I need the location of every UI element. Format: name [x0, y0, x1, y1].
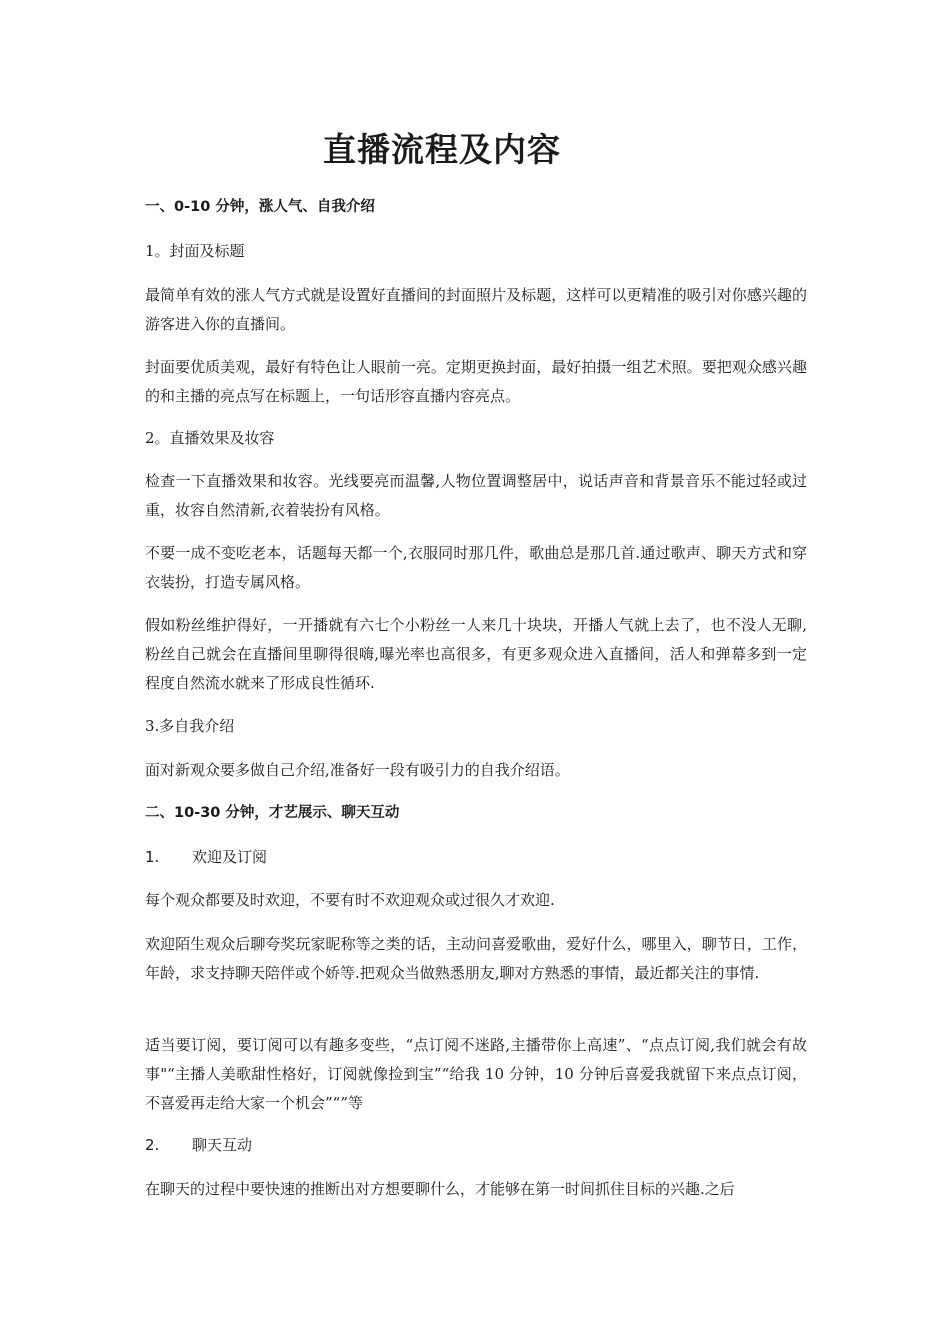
section-heading-1: 一、0-10 分钟，涨人气、自我介绍 [145, 199, 375, 215]
paragraph-subscribe: 适当要订阅，要订阅可以有趣多变些，“点订阅不迷路,主播带你上高速”、“点点订阅,我们就会有故事"“主播人美歌甜性格好，订阅就像捡到宝”“给我 10 分钟，10 分钟后喜爱我就留下来点点订阅，不喜爱再走给大家一个机会”“”等 [145, 1036, 807, 1112]
list-item [145, 843, 807, 872]
paragraph-welcome: 每个观众都要及时欢迎，不要有时不欢迎观众或过很久才欢迎. [145, 891, 555, 909]
paragraph-chat: 在聊天的过程中要快速的推断出对方想要聊什么，才能够在第一时间抓住目标的兴趣.之后 [145, 1180, 735, 1198]
paragraph-cover-tips: 封面要优质美观，最好有特色让人眼前一亮。定期更换封面，最好拍摄一组艺术照。要把观众感兴趣的和主播的亮点写在标题上，一句话形容直播内容亮点。 [145, 358, 807, 405]
section-heading-2: 二、10-30 分钟，才艺展示、聊天互动 [145, 805, 400, 821]
paragraph-cover-intro: 最简单有效的涨人气方式就是设置好直播间的封面照片及标题，这样可以更精准的吸引对你感兴趣的游客进入你的直播间。 [145, 286, 807, 333]
subheading-self-intro: 3.多自我介绍 [145, 717, 235, 735]
paragraph-effect-check: 检查一下直播效果和妆容。光线要亮而温馨,人物位置调整居中，说话声音和背景音乐不能过轻或过重，妆容自然清新,衣着装扮有风格。 [145, 472, 807, 519]
list-item-text: 聊天互动 [192, 1136, 253, 1154]
list-item [145, 1131, 807, 1160]
subheading-effect-makeup: 2。直播效果及妆容 [145, 429, 275, 447]
paragraph-fans: 假如粉丝维护得好，一开播就有六七个小粉丝一人来几十块块，开播人气就上去了，也不没人无聊,粉丝自己就会在直播间里聊得很嗨,曝光率也高很多，有更多观众进入直播间，活人和弹幕多到一定程度自然流水就来了形成良性循环. [145, 616, 807, 692]
list-marker: 2. [145, 1136, 160, 1154]
paragraph-style: 不要一成不变吃老本，话题每天都一个,衣服同时那几件，歌曲总是那几首.通过歌声、聊天方式和穿衣装扮，打造专属风格。 [145, 544, 807, 591]
list-item-text: 欢迎及订阅 [192, 848, 268, 866]
paragraph-welcome-chat: 欢迎陌生观众后聊夸奖玩家昵称等之类的话，主动问喜爱歌曲，爱好什么，哪里入，聊节日，工作，年龄，求支持聊天陪伴或个娇等.把观众当做熟悉朋友,聊对方熟悉的事情，最近都关注的事情. [145, 935, 807, 982]
paragraph-self-intro: 面对新观众要多做自己介绍,准备好一段有吸引力的自我介绍语。 [145, 761, 570, 779]
document-title: 直播流程及内容 [323, 130, 561, 169]
subheading-cover-title: 1。封面及标题 [145, 242, 245, 260]
list-marker: 1. [145, 848, 160, 866]
